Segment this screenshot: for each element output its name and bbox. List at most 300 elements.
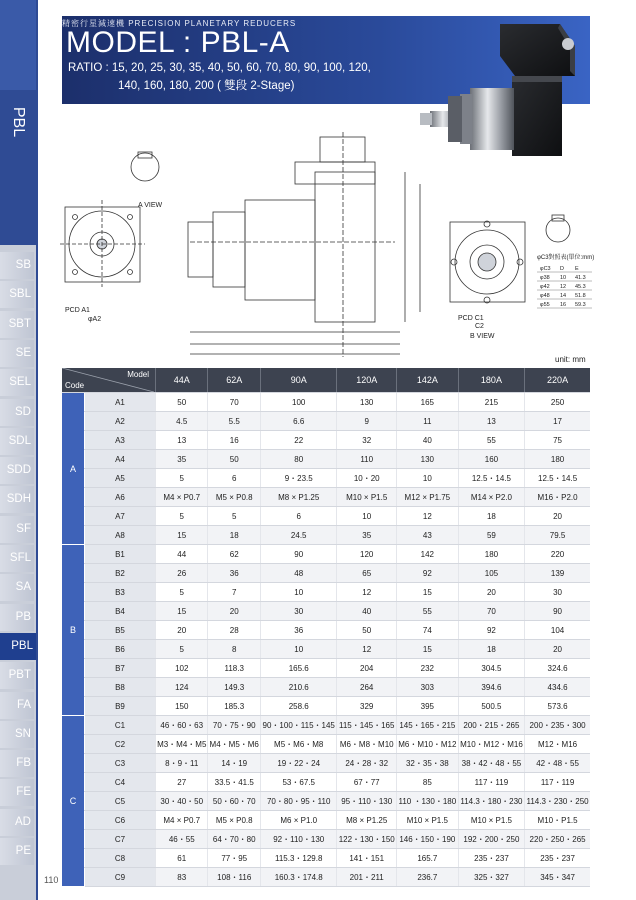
value-cell: 77・95 [208,849,260,868]
value-cell: 165.7 [396,849,458,868]
code-cell: A5 [85,469,156,488]
strip-edge [36,0,38,900]
series-tab-fe[interactable]: FE [0,779,34,806]
value-cell: 141・151 [337,849,396,868]
value-cell: 18 [208,526,260,545]
series-tab-sdl[interactable]: SDL [0,428,34,455]
value-cell: 53・67.5 [260,773,337,792]
model-header: 44A [156,368,208,393]
pcd-a1-label: PCD A1 [65,307,90,314]
a-view-label: A VIEW [138,202,163,209]
value-cell: 5.5 [208,412,260,431]
value-cell: 5 [156,469,208,488]
code-cell: B7 [85,659,156,678]
code-cell: C2 [85,735,156,754]
series-tab-sbt[interactable]: SBT [0,311,34,338]
value-cell: 70 [458,602,524,621]
value-cell: 345・347 [525,868,590,887]
value-cell: 204 [337,659,396,678]
series-tab-fa[interactable]: FA [0,692,34,719]
series-tab-strip [0,0,36,900]
value-cell: 27 [156,773,208,792]
value-cell: M10・P1.5 [525,811,590,830]
key-table-cell: 41.3 [575,275,586,281]
value-cell: 79.5 [525,526,590,545]
value-cell: 90 [525,602,590,621]
value-cell: M6 × P1.0 [260,811,337,830]
value-cell: 100 [260,393,337,412]
table-row [62,450,590,469]
table-row [62,393,590,412]
value-cell: 48 [260,564,337,583]
table-row [62,431,590,450]
a-view-flange [60,200,145,287]
value-cell: 55 [458,431,524,450]
keyway-detail [546,215,570,242]
series-tab-sn[interactable]: SN [0,721,34,748]
key-table-cell: 51.8 [575,293,586,299]
code-cell: C6 [85,811,156,830]
value-cell: 235・237 [458,849,524,868]
value-cell: 180 [525,450,590,469]
value-cell: M16・P2.0 [525,488,590,507]
phi-a2-label: φA2 [88,316,102,323]
value-cell: 22 [260,431,337,450]
value-cell: 43 [396,526,458,545]
value-cell: 104 [525,621,590,640]
b-view-flange [450,221,525,303]
pcd-c1-label: PCD C1 [458,315,484,322]
b-view-label: B VIEW [470,333,495,340]
value-cell: 5 [156,583,208,602]
value-cell: 9 [337,412,396,431]
key-table-cell: φ42 [540,284,550,290]
value-cell: 115.3・129.8 [260,849,337,868]
value-cell: 46・55 [156,830,208,849]
value-cell: 30・40・50 [156,792,208,811]
series-tab-sb[interactable]: SB [0,252,34,279]
value-cell: 40 [396,431,458,450]
model-header: 142A [396,368,458,393]
value-cell: 67・77 [337,773,396,792]
value-cell: 220・250・265 [525,830,590,849]
series-tab-sel[interactable]: SEL [0,369,34,396]
value-cell: 15 [396,640,458,659]
group-label: B [62,545,85,716]
table-row [62,564,590,583]
code-cell: C4 [85,773,156,792]
ratio-line-2: 140, 160, 180, 200 ( 雙段 2-Stage) [118,80,295,92]
value-cell: 130 [337,393,396,412]
table-row [62,754,590,773]
value-cell: 185.3 [208,697,260,716]
value-cell: 324.6 [525,659,590,678]
model-header: 180A [458,368,524,393]
value-cell: 50・60・70 [208,792,260,811]
value-cell: M12・M16 [525,735,590,754]
value-cell: 50 [208,450,260,469]
value-cell: 102 [156,659,208,678]
group-label: A [62,393,85,545]
code-cell: C3 [85,754,156,773]
value-cell: 70 [208,393,260,412]
value-cell: 70・80・95・110 [260,792,337,811]
value-cell: 124 [156,678,208,697]
table-row [62,792,590,811]
value-cell: 8 [208,640,260,659]
value-cell: 65 [337,564,396,583]
value-cell: 13 [156,431,208,450]
series-tab-pb[interactable]: PB [0,604,34,631]
key-table-cell: 16 [560,302,567,308]
value-cell: 201・211 [337,868,396,887]
table-row [62,640,590,659]
value-cell: 18 [458,507,524,526]
key-table-cell: 59.3 [575,302,586,308]
value-cell: 15 [396,583,458,602]
series-tab-sfl[interactable]: SFL [0,545,34,572]
code-cell: A8 [85,526,156,545]
value-cell: 114.3・180・230 [458,792,524,811]
value-cell: 395 [396,697,458,716]
value-cell: 105 [458,564,524,583]
value-cell: 500.5 [458,697,524,716]
value-cell: 4.5 [156,412,208,431]
key-table-header: φC3 [540,266,551,272]
value-cell: 18 [458,640,524,659]
code-cell: B2 [85,564,156,583]
value-cell: 32・35・38 [396,754,458,773]
value-cell: 20 [525,507,590,526]
value-cell: 32 [337,431,396,450]
value-cell: 28 [208,621,260,640]
key-size-table [537,266,592,308]
series-label-text [4,92,32,152]
group-label: C [62,716,85,887]
table-row [62,412,590,431]
value-cell: 14・19 [208,754,260,773]
side-view [188,132,420,357]
value-cell: M5 × P0.8 [208,811,260,830]
key-table-cell: 45.3 [575,284,586,290]
value-cell: 235・237 [525,849,590,868]
value-cell: 15 [156,602,208,621]
value-cell: 6 [208,469,260,488]
value-cell: 9・23.5 [260,469,337,488]
value-cell: 30 [260,602,337,621]
value-cell: 258.6 [260,697,337,716]
key-table-cell: 14 [560,293,567,299]
value-cell: 250 [525,393,590,412]
value-cell: 160.3・174.8 [260,868,337,887]
value-cell: 110 [337,450,396,469]
unit-label: unit: mm [555,355,586,364]
value-cell: 394.6 [458,678,524,697]
model-title: MODEL : PBL-A [66,26,290,59]
code-cell: C5 [85,792,156,811]
series-tab-sbl[interactable]: SBL [0,281,34,308]
model-header: 90A [260,368,337,393]
value-cell: 36 [260,621,337,640]
value-cell: 92・110・130 [260,830,337,849]
value-cell: 573.6 [525,697,590,716]
code-cell: A2 [85,412,156,431]
series-tab-pe[interactable]: PE [0,838,34,865]
value-cell: 35 [337,526,396,545]
value-cell: 64・70・80 [208,830,260,849]
value-cell: 117・119 [525,773,590,792]
value-cell: M4 × P0.7 [156,488,208,507]
model-header: 120A [337,368,396,393]
value-cell: 26 [156,564,208,583]
code-cell: B8 [85,678,156,697]
value-cell: 35 [156,450,208,469]
value-cell: 7 [208,583,260,602]
code-cell: B5 [85,621,156,640]
value-cell: 264 [337,678,396,697]
value-cell: 36 [208,564,260,583]
code-cell: A7 [85,507,156,526]
value-cell: M4・M5・M6 [208,735,260,754]
value-cell: 114.3・230・250 [525,792,590,811]
value-cell: 120 [337,545,396,564]
value-cell: 118.3 [208,659,260,678]
code-cell: C8 [85,849,156,868]
value-cell: 59 [458,526,524,545]
corner-model-label: Model [127,370,149,379]
value-cell: 80 [260,450,337,469]
value-cell: M6・M10・M12 [396,735,458,754]
value-cell: 12 [337,640,396,659]
value-cell: 85 [396,773,458,792]
key-table-cell: φ38 [540,275,550,281]
table-row [62,773,590,792]
table-row [62,830,590,849]
value-cell: 13 [458,412,524,431]
value-cell: 75 [525,431,590,450]
table-row [62,469,590,488]
value-cell: M12 × P1.75 [396,488,458,507]
table-row [62,849,590,868]
series-tab-sd[interactable]: SD [0,399,34,426]
ratio-line-1: RATIO : 15, 20, 25, 30, 35, 40, 50, 60, 70, 80, 90, 100, 120, [68,62,371,74]
value-cell: 108・116 [208,868,260,887]
value-cell: 149.3 [208,678,260,697]
corner-code-label: Code [65,381,85,390]
value-cell: 20 [525,640,590,659]
value-cell: M10 × P1.5 [458,811,524,830]
series-tab-ad[interactable]: AD [0,809,34,836]
value-cell: 5 [208,507,260,526]
value-cell: 165 [396,393,458,412]
shaft-detail [131,152,159,181]
value-cell: 12 [337,583,396,602]
value-cell: 6 [260,507,337,526]
value-cell: 55 [396,602,458,621]
value-cell: 304.5 [458,659,524,678]
value-cell: 20 [156,621,208,640]
value-cell: 30 [525,583,590,602]
table-row [62,488,590,507]
value-cell: 74 [396,621,458,640]
value-cell: 40 [337,602,396,621]
value-cell: 62 [208,545,260,564]
value-cell: 130 [396,450,458,469]
model-header: 62A [208,368,260,393]
code-cell: B4 [85,602,156,621]
value-cell: 83 [156,868,208,887]
value-cell: 10・20 [337,469,396,488]
table-row [62,868,590,887]
value-cell: 10 [337,507,396,526]
value-cell: 44 [156,545,208,564]
code-cell: C7 [85,830,156,849]
table-row [62,659,590,678]
value-cell: 12 [396,507,458,526]
value-cell: 434.6 [525,678,590,697]
value-cell: 122・130・150 [337,830,396,849]
key-table-header: D [560,266,564,272]
table-corner [62,368,156,393]
code-cell: C9 [85,868,156,887]
value-cell: 145・165・215 [396,716,458,735]
value-cell: 90 [260,545,337,564]
value-cell: 20 [208,602,260,621]
value-cell: 236.7 [396,868,458,887]
value-cell: M8 × P1.25 [260,488,337,507]
page-number: 110 [44,875,59,885]
table-row [62,716,590,735]
value-cell: 15 [156,526,208,545]
value-cell: 110 ・130・180 [396,792,458,811]
value-cell: 12.5・14.5 [458,469,524,488]
table-row [62,526,590,545]
key-table-cell: φ48 [540,293,550,299]
key-table-title: φC3對照表(單位:mm) [537,255,595,261]
table-row [62,735,590,754]
value-cell: 303 [396,678,458,697]
value-cell: 210.6 [260,678,337,697]
value-cell: M4 × P0.7 [156,811,208,830]
value-cell: 92 [458,621,524,640]
series-tab-pbt[interactable]: PBT [0,662,34,689]
value-cell: M3・M4・M5 [156,735,208,754]
value-cell: 192・200・250 [458,830,524,849]
series-tab-fb[interactable]: FB [0,750,34,777]
value-cell: 150 [156,697,208,716]
code-cell: B3 [85,583,156,602]
series-label [4,92,32,152]
value-cell: 24.5 [260,526,337,545]
value-cell: 17 [525,412,590,431]
key-table-cell: φ55 [540,302,550,308]
value-cell: M8 × P1.25 [337,811,396,830]
value-cell: 180 [458,545,524,564]
value-cell: M14 × P2.0 [458,488,524,507]
series-tab-sf[interactable]: SF [0,516,34,543]
value-cell: 165.6 [260,659,337,678]
value-cell: M10・M12・M16 [458,735,524,754]
value-cell: 325・327 [458,868,524,887]
value-cell: 220 [525,545,590,564]
table-row [62,602,590,621]
value-cell: 5 [156,507,208,526]
value-cell: M5 × P0.8 [208,488,260,507]
value-cell: 90・100・115・145 [260,716,337,735]
key-table-cell: 10 [560,275,567,281]
value-cell: 95・110・130 [337,792,396,811]
value-cell: 10 [396,469,458,488]
value-cell: 70・75・90 [208,716,260,735]
series-tab-sdh[interactable]: SDH [0,486,34,513]
dimension-table [62,368,590,887]
value-cell: 61 [156,849,208,868]
code-cell: A3 [85,431,156,450]
svg-text:PBL: PBL [9,106,27,138]
value-cell: 215 [458,393,524,412]
series-tab-pbl[interactable]: PBL [0,633,36,660]
value-cell: 139 [525,564,590,583]
table-row [62,507,590,526]
series-tab-sa[interactable]: SA [0,574,34,601]
value-cell: 20 [458,583,524,602]
value-cell: M10 × P1.5 [396,811,458,830]
value-cell: 200・235・300 [525,716,590,735]
value-cell: 24・28・32 [337,754,396,773]
value-cell: M10 × P1.5 [337,488,396,507]
value-cell: 146・150・190 [396,830,458,849]
key-table-cell: 12 [560,284,567,290]
code-cell: B6 [85,640,156,659]
value-cell: 42・48・55 [525,754,590,773]
value-cell: 38・42・48・55 [458,754,524,773]
table-row [62,678,590,697]
value-cell: 142 [396,545,458,564]
series-tab-se[interactable]: SE [0,340,34,367]
value-cell: 10 [260,583,337,602]
value-cell: 5 [156,640,208,659]
value-cell: 160 [458,450,524,469]
key-table-header: E [575,266,579,272]
technical-drawing [40,112,600,367]
value-cell: 115・145・165 [337,716,396,735]
value-cell: 12.5・14.5 [525,469,590,488]
model-header: 220A [525,368,590,393]
table-row [62,697,590,716]
value-cell: 16 [208,431,260,450]
value-cell: 8・9・11 [156,754,208,773]
value-cell: 6.6 [260,412,337,431]
value-cell: 232 [396,659,458,678]
value-cell: 10 [260,640,337,659]
value-cell: 50 [337,621,396,640]
value-cell: M6・M8・M10 [337,735,396,754]
table-row [62,583,590,602]
table-row [62,811,590,830]
code-cell: A6 [85,488,156,507]
table-row [62,621,590,640]
header-subtitle: 精密行星減速機 PRECISION PLANETARY REDUCERS [62,19,297,28]
code-cell: A1 [85,393,156,412]
value-cell: 46・60・63 [156,716,208,735]
value-cell: 117・119 [458,773,524,792]
code-cell: B1 [85,545,156,564]
series-tab-sdd[interactable]: SDD [0,457,34,484]
value-cell: 50 [156,393,208,412]
table-row [62,545,590,564]
value-cell: 329 [337,697,396,716]
value-cell: 92 [396,564,458,583]
